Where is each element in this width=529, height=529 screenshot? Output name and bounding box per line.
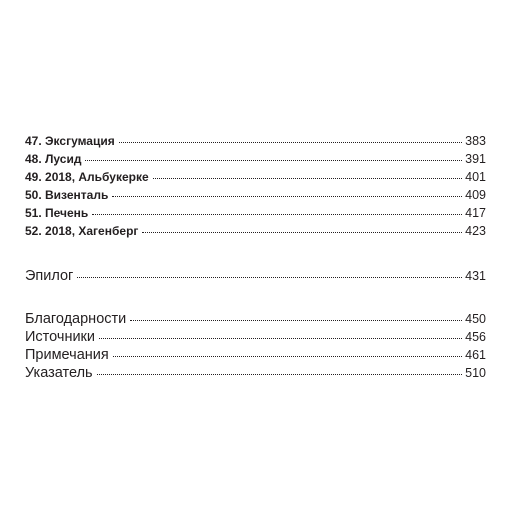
dot-leader — [142, 232, 462, 233]
toc-entry — [25, 152, 486, 170]
toc-epilogue-section — [25, 268, 486, 288]
toc-entry-page: 450 — [465, 312, 486, 326]
toc-entry-page: 431 — [465, 269, 486, 283]
toc-entry-page: 456 — [465, 330, 486, 344]
toc-entry — [25, 134, 486, 152]
toc-entry — [25, 224, 486, 242]
toc-entry-title: 48. Лусид — [25, 152, 82, 166]
toc-back-matter-list — [25, 311, 486, 383]
toc-entry-title: Примечания — [25, 347, 109, 363]
toc-entry — [25, 206, 486, 224]
toc-entry — [25, 347, 486, 365]
dot-leader — [113, 356, 462, 357]
toc-chapters-list — [25, 134, 486, 242]
toc-entry — [25, 365, 486, 383]
toc-entry — [25, 170, 486, 188]
dot-leader — [92, 214, 462, 215]
toc-entry-title: 52. 2018, Хагенберг — [25, 224, 139, 238]
toc-entry-title: Эпилог — [25, 268, 74, 284]
dot-leader — [130, 320, 462, 321]
toc-entry-page: 401 — [465, 170, 486, 184]
toc-entry — [25, 188, 486, 206]
toc-entry-page: 391 — [465, 152, 486, 166]
toc-entry-page: 423 — [465, 224, 486, 238]
toc-entry — [25, 329, 486, 347]
toc-entry-title: 47. Эксгумация — [25, 134, 115, 148]
toc-entry-title: Благодарности — [25, 311, 127, 327]
toc-entry-title: 50. Визенталь — [25, 188, 109, 202]
toc-entry-title: Указатель — [25, 365, 93, 381]
toc-entry-title: 49. 2018, Альбукерке — [25, 170, 149, 184]
toc-entry-title: 51. Печень — [25, 206, 89, 220]
toc-entry-page: 510 — [465, 366, 486, 380]
dot-leader — [119, 142, 462, 143]
dot-leader — [153, 178, 462, 179]
toc-entry-page: 409 — [465, 188, 486, 202]
toc-entry-title: Источники — [25, 329, 96, 345]
toc-entry-page: 461 — [465, 348, 486, 362]
toc-entry — [25, 268, 486, 288]
toc-entry — [25, 311, 486, 329]
dot-leader — [112, 196, 462, 197]
toc-entry-page: 417 — [465, 206, 486, 220]
toc-entry-page: 383 — [465, 134, 486, 148]
dot-leader — [85, 160, 462, 161]
dot-leader — [97, 374, 463, 375]
dot-leader — [99, 338, 462, 339]
dot-leader — [77, 277, 462, 278]
